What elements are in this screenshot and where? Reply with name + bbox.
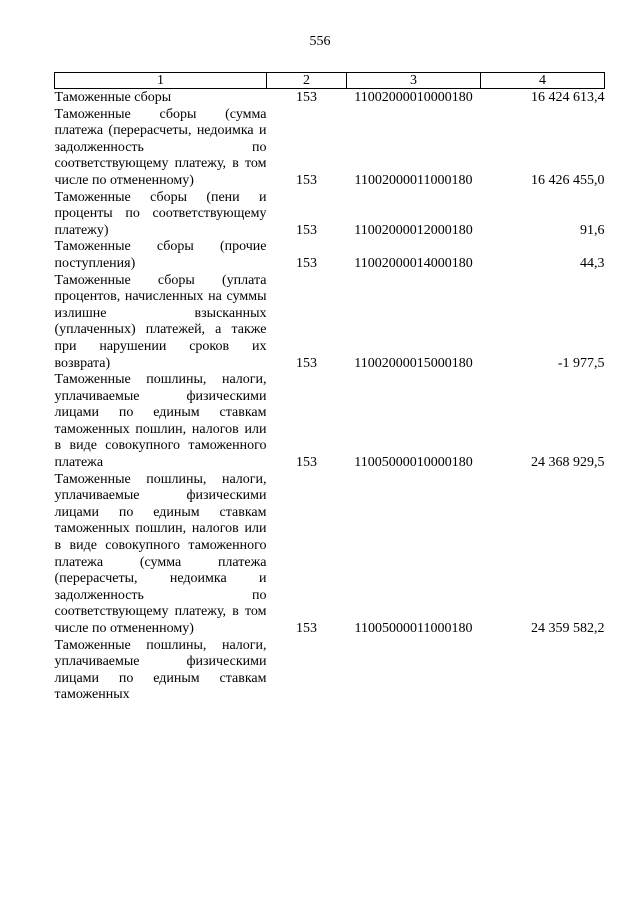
row-classification-code: 11002000010000180 [354,90,473,105]
row-name: Таможенные сборы (сумма платежа (перерасчеты, недоимка и задолженность по соответствующему платежу, в том числе по отмененному) [54,106,267,188]
row-amount: 24 359 582,2 [531,621,605,636]
row-name: Таможенные пошлины, налоги, уплачиваемые физическими лицами по единым ставкам таможенных пошлин, налогов или в виде совокупного таможенного платежа [54,372,267,471]
page-number: 556 [309,34,331,49]
row-classification-code: 11002000012000180 [354,222,473,238]
table-row [55,107,605,190]
row-admin-code [267,638,347,704]
row-classification-code [347,638,481,704]
table-row [55,89,605,107]
row-name: Таможенные сборы (уплата процентов, начисленных на суммы излишне взысканных (уплаченных) платежей, а также при нарушении сроков их возврата) [54,272,267,371]
row-amount: 44,3 [580,255,605,271]
row-classification-code: 11002000014000180 [354,255,473,271]
row-admin-code: 153 [296,172,317,188]
row-admin-code: 153 [296,222,317,238]
row-admin-code: 153 [296,255,317,271]
row-amount: -1 977,5 [557,355,605,371]
row-name: Таможенные сборы (прочие поступления) [54,239,267,271]
row-amount: 16 426 455,0 [531,172,605,188]
table-row [55,273,605,373]
row-name: Таможенные сборы [54,90,172,105]
table-row [55,190,605,240]
column-header-3: 3 [347,73,481,89]
column-header-2: 2 [267,73,347,89]
row-amount: 24 368 929,5 [531,455,605,471]
row-name: Таможенные сборы (пени и проценты по соответствующему платежу) [54,189,267,238]
budget-revenue-table [54,72,605,704]
table-row [55,472,605,638]
table-row [55,239,605,272]
row-admin-code: 153 [296,455,317,471]
row-amount: 91,6 [580,222,605,238]
row-admin-code: 153 [296,621,317,636]
column-header-1: 1 [55,73,267,89]
row-classification-code: 11002000015000180 [354,355,473,371]
row-name: Таможенные пошлины, налоги, уплачиваемые физическими лицами по единым ставкам таможенных [54,637,267,703]
row-classification-code: 11005000011000180 [354,621,473,636]
table-row [55,638,605,704]
row-admin-code: 153 [296,90,317,105]
row-classification-code: 11002000011000180 [354,172,473,188]
row-amount [481,638,605,704]
row-name: Таможенные пошлины, налоги, уплачиваемые физическими лицами по единым ставкам таможенных пошлин, налогов или в виде совокупного таможенного платежа (сумма платежа (перерасчеты, недоимка и задолженность по соответствующему платежу, в том числе по отмененному) [54,471,267,636]
column-header-4: 4 [481,73,605,89]
table-header-row [55,73,605,89]
row-amount: 16 424 613,4 [531,90,605,105]
row-classification-code: 11005000010000180 [354,455,473,471]
table-row [55,372,605,472]
row-admin-code: 153 [296,355,317,371]
